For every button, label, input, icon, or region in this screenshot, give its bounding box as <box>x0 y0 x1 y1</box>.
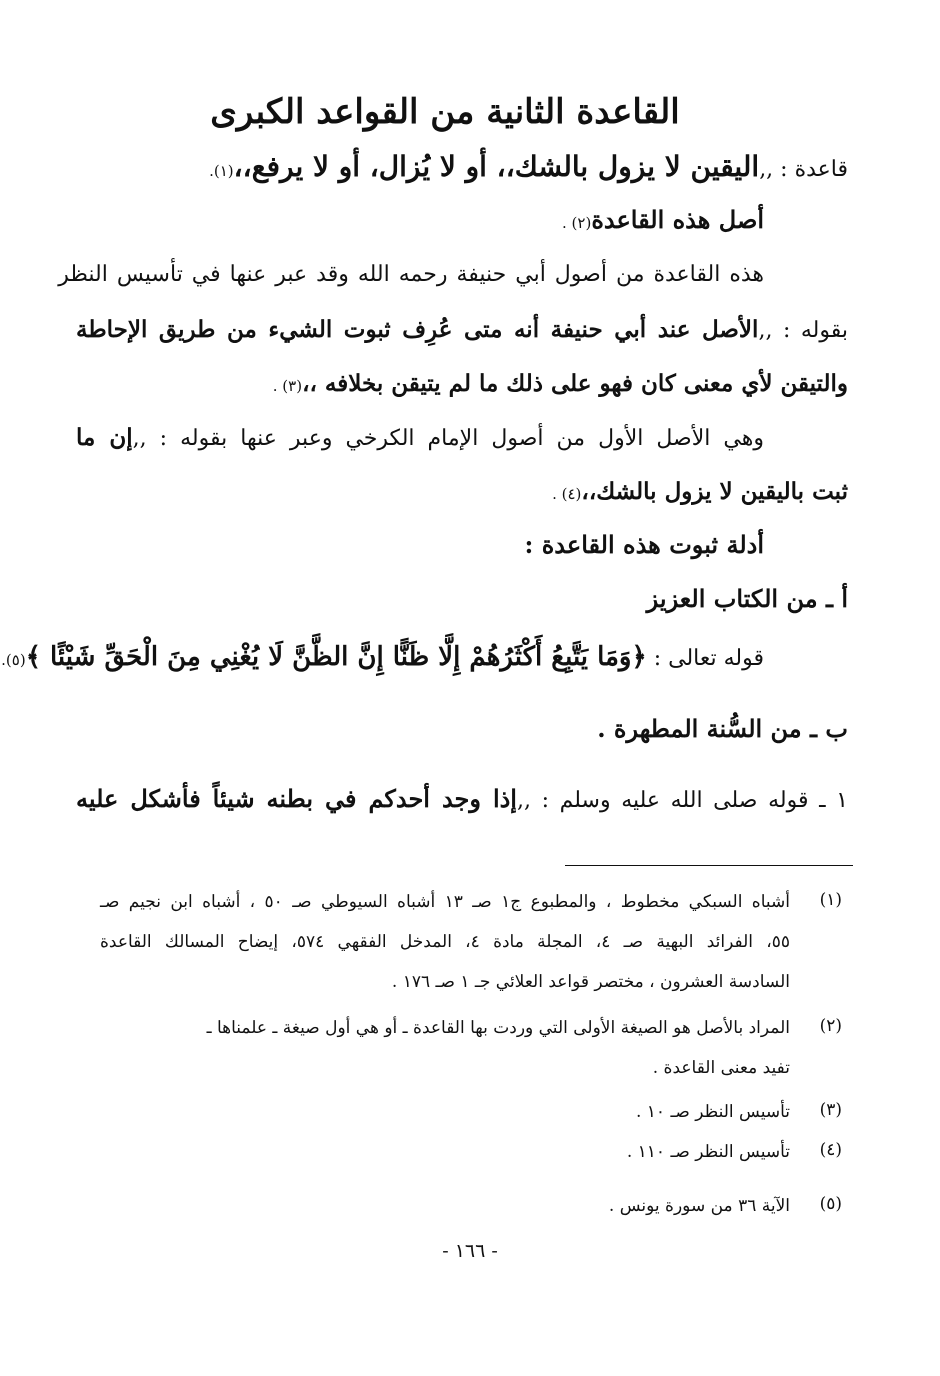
footnote-3-line-1: تأسيس النظر صـ ١٠ . <box>635 1102 790 1122</box>
footnote-separator <box>565 865 853 866</box>
footnote-2-line-2: تفيد معنى القاعدة . <box>652 1058 790 1078</box>
para1-line1: هذه القاعدة من أصول أبي حنيفة رحمه الله وقد عبر عنها في تأسيس النظر <box>58 262 764 287</box>
footnote-4-number: (٤) <box>819 1140 842 1160</box>
para1-line2 <box>76 316 848 343</box>
quran-line <box>1 642 764 672</box>
quran-verse: ﴿وَمَا يَتَّبِعُ أَكْثَرُهُمْ إِلَّا ظَنًّا إِنَّ الظَّنَّ لَا يُغْنِي مِنَ الْحَقِّ شَيْئًا ﴾ <box>25 642 647 672</box>
section-a-heading: أ ـ من الكتاب العزيز <box>646 584 848 613</box>
hadith-prefix: ١ ـ قوله صلى الله عليه وسلم : ,, <box>516 788 848 813</box>
para2-line2 <box>552 478 848 505</box>
footnote-5-number: (٥) <box>819 1194 842 1214</box>
rule-line <box>209 150 848 183</box>
footnote-1-line-1: أشباه السبكي مخطوط ، والمطبوع ج١ صـ ١٣ أشباه السيوطي صـ ٥٠ ، أشباه ابن نجيم صـ <box>100 892 790 912</box>
para1-footnote-ref: (٣) . <box>272 377 303 395</box>
quran-prefix: قوله تعالى : <box>653 646 764 671</box>
para1-line2-prefix: بقوله : ,, <box>758 318 849 343</box>
para2-footnote-ref: (٤) . <box>552 485 582 503</box>
para1-line2-quote: الأصل عند أبي حنيفة أنه متى عُرِف ثبوت الشيء من طريق الإحاطة <box>76 316 759 343</box>
para2-line1-quote: إن ما <box>76 424 133 451</box>
footnote-5-line-1: الآية ٣٦ من سورة يونس . <box>608 1196 790 1216</box>
footnote-1-line-3: السادسة العشرون ، مختصر قواعد العلائي جـ ١ صـ ١٧٦ . <box>391 972 790 992</box>
para1-line3 <box>273 370 848 397</box>
hadith-line <box>76 784 848 813</box>
rule-prefix: قاعدة : ,, <box>759 157 848 182</box>
para2-line1 <box>76 424 848 451</box>
footnote-3-number: (٣) <box>819 1100 842 1120</box>
origin-footnote-ref: (٢) . <box>562 214 592 232</box>
quran-footnote-ref: (٥). <box>1 651 26 669</box>
para1-line3-quote: والتيقن لأي معنى كان فهو على ذلك ما لم يتيقن بخلافه ،، <box>302 370 848 397</box>
section-b-heading: ب ـ من السُّنة المطهرة . <box>597 714 848 743</box>
para2-line1-prefix: وهي الأصل الأول من أصول الإمام الكرخي وعبر عنها بقوله : ,, <box>132 426 764 451</box>
footnote-1-number: (١) <box>819 890 842 910</box>
evidence-heading: أدلة ثبوت هذه القاعدة : <box>524 530 764 559</box>
origin-heading-text: أصل هذه القاعدة <box>591 205 764 234</box>
para2-line2-quote: ثبت باليقين لا يزول بالشك،، <box>581 478 848 505</box>
footnote-2-line-1: المراد بالأصل هو الصيغة الأولى التي وردت بها القاعدة ـ أو هي أول صيغة ـ علمناها ـ <box>206 1018 790 1038</box>
page-number: - ١٦٦ - <box>442 1240 498 1262</box>
page-title: القاعدة الثانية من القواعد الكبرى <box>210 92 680 132</box>
origin-heading <box>562 205 764 234</box>
footnote-1-line-2: ٥٥، الفرائد البهية صـ ٤، المجلة مادة ٤، المدخل الفقهي ٥٧٤، إيضاح المسالك القاعدة <box>100 932 790 952</box>
footnote-2-number: (٢) <box>819 1016 842 1036</box>
rule-text: اليقين لا يزول بالشك،، أو لا يُزال، أو لا يرفع،، <box>233 150 760 183</box>
hadith-quote: إذا وجد أحدكم في بطنه شيئاً فأشكل عليه <box>76 784 517 813</box>
footnote-4-line-1: تأسيس النظر صـ ١١٠ . <box>626 1142 790 1162</box>
rule-footnote-ref: (١). <box>209 162 234 180</box>
